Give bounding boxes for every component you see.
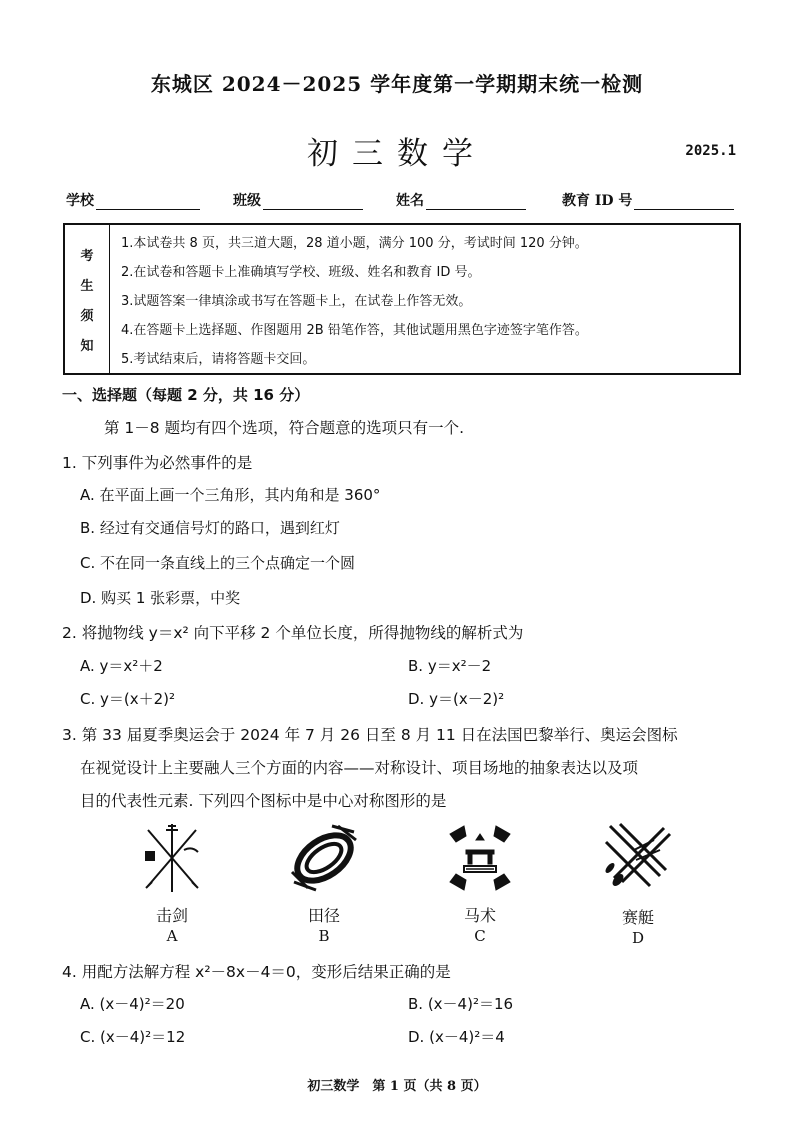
question-1-option-a: A. 在平面上画一个三角形，其内角和是 360° bbox=[80, 486, 381, 504]
question-4-option-d: D. (x－4)²＝4 bbox=[408, 1028, 505, 1046]
question-3-stem-line: 目的代表性元素. 下列四个图标中是中心对称图形的是 bbox=[80, 792, 447, 810]
subject-title: 初三数学 bbox=[307, 136, 487, 172]
athletics-icon bbox=[286, 820, 362, 896]
question-2-option-b: B. y＝x²－2 bbox=[408, 657, 492, 675]
question-4-option-c: C. (x－4)²＝12 bbox=[80, 1028, 186, 1046]
school-label: 学校 bbox=[66, 193, 94, 209]
name-label: 姓名 bbox=[396, 193, 424, 209]
question-1-stem: 1. 下列事件为必然事件的是 bbox=[62, 454, 253, 472]
exam-notice-box bbox=[63, 223, 741, 375]
education-id-label: 教育 ID 号 bbox=[562, 193, 633, 209]
icon-c-label: 马术 bbox=[463, 906, 496, 925]
icon-d-letter: D bbox=[631, 929, 645, 947]
notice-item: 4.在答题卡上选择题、作图题用 2B 铅笔作答，其他试题用黑色字迹签字笔作答。 bbox=[121, 323, 588, 338]
notice-heading-char: 须 bbox=[80, 309, 94, 324]
question-3-stem-line: 在视觉设计上主要融人三个方面的内容——对称设计、项目场地的抽象表达以及项 bbox=[80, 759, 639, 777]
icon-c-letter: C bbox=[474, 927, 486, 945]
exam-title: 东城区 2024－2025 学年度第一学期期末统一检测 bbox=[150, 72, 644, 96]
icon-d-label: 赛艇 bbox=[621, 908, 654, 927]
school-blank[interactable] bbox=[96, 193, 200, 210]
fencing-icon bbox=[134, 820, 210, 896]
notice-heading bbox=[65, 225, 110, 373]
icon-b-letter: B bbox=[318, 927, 330, 945]
rowing-icon bbox=[600, 820, 676, 896]
equestrian-icon bbox=[442, 820, 518, 896]
notice-item: 5.考试结束后，请将答题卡交回。 bbox=[121, 352, 316, 367]
question-4-stem: 4. 用配方法解方程 x²－8x－4＝0，变形后结果正确的是 bbox=[62, 963, 451, 981]
notice-item: 2.在试卷和答题卡上准确填写学校、班级、姓名和教育 ID 号。 bbox=[121, 265, 481, 280]
question-2-option-c: C. y＝(x＋2)² bbox=[80, 690, 176, 708]
notice-heading-char: 知 bbox=[80, 339, 94, 354]
question-3-stem-line: 3. 第 33 届夏季奥运会于 2024 年 7 月 26 日至 8 月 11 日在法国巴黎举行、奥运会图标 bbox=[62, 726, 678, 744]
section-intro: 第 1－8 题均有四个选项，符合题意的选项只有一个. bbox=[104, 419, 465, 437]
question-2-stem: 2. 将抛物线 y＝x² 向下平移 2 个单位长度，所得抛物线的解析式为 bbox=[62, 624, 524, 642]
class-label: 班级 bbox=[233, 193, 261, 209]
class-blank[interactable] bbox=[263, 193, 363, 210]
question-2-option-a: A. y＝x²＋2 bbox=[80, 657, 163, 675]
icon-a-label: 击剑 bbox=[155, 906, 188, 925]
exam-date: 2025.1 bbox=[685, 143, 736, 159]
notice-item: 1.本试卷共 8 页，共三道大题，28 道小题，满分 100 分，考试时间 120 分钟。 bbox=[121, 236, 588, 251]
question-1-option-d: D. 购买 1 张彩票，中奖 bbox=[80, 589, 241, 607]
icon-a-letter: A bbox=[166, 927, 178, 945]
notice-item: 3.试题答案一律填涂或书写在答题卡上，在试卷上作答无效。 bbox=[121, 294, 472, 309]
name-field[interactable] bbox=[396, 190, 526, 210]
notice-heading-char: 考 bbox=[80, 249, 94, 264]
icon-b-label: 田径 bbox=[307, 906, 340, 925]
name-blank[interactable] bbox=[426, 193, 526, 210]
page-footer: 初三数学 第 1 页（共 8 页） bbox=[307, 1079, 487, 1094]
education-id-blank[interactable] bbox=[634, 193, 734, 210]
question-4-option-b: B. (x－4)²＝16 bbox=[408, 995, 514, 1013]
question-4-option-a: A. (x－4)²＝20 bbox=[80, 995, 185, 1013]
question-2-option-d: D. y＝(x－2)² bbox=[408, 690, 505, 708]
class-field[interactable] bbox=[233, 190, 363, 210]
question-1-option-b: B. 经过有交通信号灯的路口，遇到红灯 bbox=[80, 519, 340, 537]
school-field[interactable] bbox=[66, 190, 200, 210]
education-id-field[interactable] bbox=[562, 190, 734, 210]
notice-heading-char: 生 bbox=[80, 279, 94, 294]
question-1-option-c: C. 不在同一条直线上的三个点确定一个圆 bbox=[80, 554, 356, 572]
section-title: 一、选择题（每题 2 分，共 16 分） bbox=[62, 386, 310, 404]
